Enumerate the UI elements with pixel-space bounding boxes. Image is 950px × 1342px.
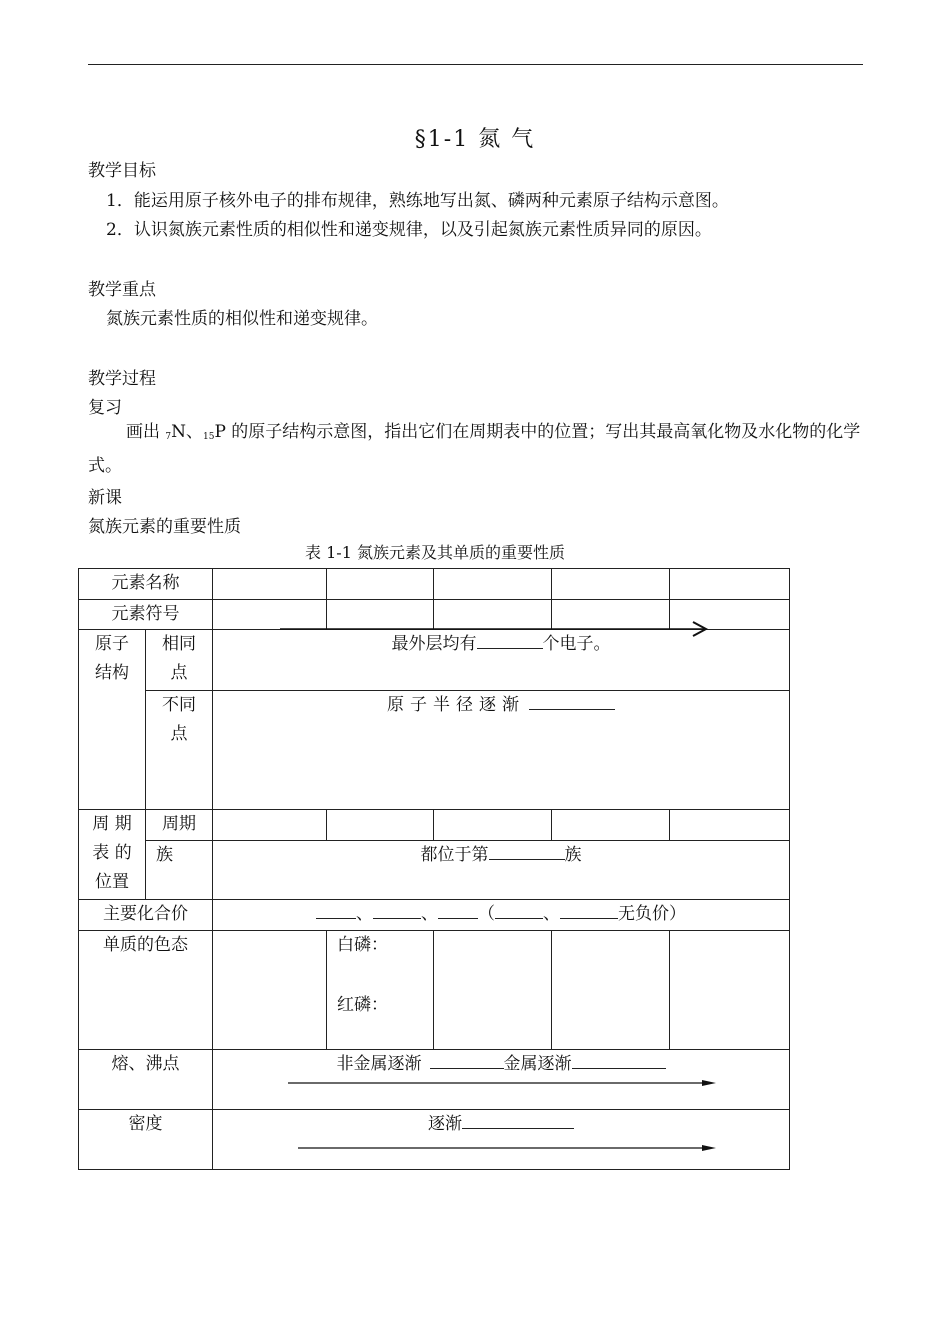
cell-blank xyxy=(552,931,670,1050)
focus-heading: 教学重点 xyxy=(88,280,156,300)
table-caption: 表 1-1 氮族元素及其单质的重要性质 xyxy=(305,543,565,562)
row-label-atom-structure xyxy=(79,630,146,810)
table-row xyxy=(79,810,790,841)
mp-bp-cell xyxy=(213,1050,790,1110)
cell-blank xyxy=(552,569,670,600)
separator: 、 xyxy=(543,904,560,924)
table-row xyxy=(79,841,790,900)
fill-blank[interactable] xyxy=(572,1050,666,1069)
sublabel-period: 周期 xyxy=(146,810,213,841)
white-phosphorus-label: 白磷： xyxy=(337,935,388,955)
cell-blank xyxy=(213,569,327,600)
same-text-b: 个电子。 xyxy=(542,634,611,654)
new-topic: 氮族元素的重要性质 xyxy=(88,517,241,537)
cell-blank xyxy=(327,810,434,841)
fill-blank[interactable] xyxy=(489,841,565,860)
fill-blank[interactable] xyxy=(560,900,618,919)
table-row xyxy=(79,1050,790,1110)
header-rule xyxy=(88,64,863,65)
cell-blank xyxy=(434,931,552,1050)
label-line: 位置 xyxy=(95,872,129,892)
table-row xyxy=(79,600,790,630)
label-line: 相同 xyxy=(162,634,196,654)
mp-text-a: 非金属逐渐 xyxy=(336,1054,422,1074)
fill-blank[interactable] xyxy=(316,900,356,919)
row-label-valence: 主要化合价 xyxy=(79,900,213,931)
mp-text-b: 金属逐渐 xyxy=(503,1054,572,1074)
row-label-symbol: 元素符号 xyxy=(79,600,213,630)
review-n: N、 xyxy=(171,422,204,442)
phosphorus-cell xyxy=(327,931,434,1050)
fill-blank[interactable] xyxy=(373,900,421,919)
cell-blank xyxy=(327,569,434,600)
cell-blank xyxy=(434,569,552,600)
cell-blank xyxy=(213,600,327,630)
group-text-a: 都位于第 xyxy=(420,845,489,865)
label-line: 原子 xyxy=(95,634,129,654)
goal-item-1: 1．能运用原子核外电子的排布规律，熟练地写出氮、磷两种元素原子结构示意图。 xyxy=(106,191,729,211)
diff-point-cell xyxy=(213,691,790,810)
review-pre: 画出 xyxy=(126,422,160,442)
subscript-15: 15 xyxy=(203,432,215,442)
review-heading: 复习 xyxy=(88,398,122,418)
sublabel-group: 族 xyxy=(146,841,213,900)
process-heading: 教学过程 xyxy=(88,369,156,389)
table-row xyxy=(79,1110,790,1170)
label-line: 表 的 xyxy=(92,843,132,863)
row-label-name: 元素名称 xyxy=(79,569,213,600)
cell-blank xyxy=(434,600,552,630)
fill-blank[interactable] xyxy=(529,691,615,710)
focus-text: 氮族元素性质的相似性和递变规律。 xyxy=(106,309,378,329)
table-row xyxy=(79,931,790,1050)
density-text: 逐渐 xyxy=(428,1114,462,1134)
table-row xyxy=(79,569,790,600)
nitrogen-family-table xyxy=(78,568,790,1170)
valence-cell xyxy=(213,900,790,931)
fill-blank[interactable] xyxy=(477,630,543,649)
cell-blank xyxy=(670,810,790,841)
sublabel-diff xyxy=(146,691,213,810)
table-row xyxy=(79,630,790,691)
same-point-cell xyxy=(213,630,790,691)
table-row xyxy=(79,691,790,810)
density-cell xyxy=(213,1110,790,1170)
label-line: 周 期 xyxy=(92,814,132,834)
cell-blank xyxy=(434,810,552,841)
sublabel-same xyxy=(146,630,213,691)
group-cell xyxy=(213,841,790,900)
cell-blank xyxy=(552,810,670,841)
open-paren: （ xyxy=(478,904,495,924)
cell-blank xyxy=(670,931,790,1050)
diff-text: 原子半径逐渐 xyxy=(387,695,525,715)
separator: 、 xyxy=(421,904,438,924)
cell-blank xyxy=(213,931,327,1050)
close-text: 无负价） xyxy=(618,904,686,924)
same-text-a: 最外层均有 xyxy=(391,634,477,654)
goals-heading: 教学目标 xyxy=(88,161,156,181)
table-row xyxy=(79,900,790,931)
fill-blank[interactable] xyxy=(495,900,543,919)
fill-blank[interactable] xyxy=(438,900,478,919)
label-line: 结构 xyxy=(95,663,129,683)
row-label-density: 密度 xyxy=(79,1110,213,1170)
label-line: 点 xyxy=(170,663,188,683)
subscript-7: 7 xyxy=(165,432,172,442)
row-label-color-state: 单质的色态 xyxy=(79,931,213,1050)
separator: 、 xyxy=(356,904,373,924)
new-heading: 新课 xyxy=(88,488,122,508)
cell-blank xyxy=(327,600,434,630)
page-title: §1-1 氮 气 xyxy=(414,127,536,152)
cell-blank xyxy=(552,600,670,630)
review-paragraph xyxy=(88,418,866,481)
row-label-mp-bp: 熔、沸点 xyxy=(79,1050,213,1110)
red-phosphorus-label: 红磷： xyxy=(337,995,388,1015)
label-line: 点 xyxy=(170,724,188,744)
fill-blank[interactable] xyxy=(462,1110,574,1129)
row-label-position xyxy=(79,810,146,900)
group-text-b: 族 xyxy=(564,845,582,865)
fill-blank[interactable] xyxy=(430,1050,504,1069)
label-line: 不同 xyxy=(162,695,196,715)
cell-blank xyxy=(213,810,327,841)
cell-blank xyxy=(670,569,790,600)
review-rest: P 的原子结构示意图，指出它们在周期表中的位置；写出其最高氧化物及水化物的化学式。 xyxy=(88,422,861,476)
goal-item-2: 2．认识氮族元素性质的相似性和递变规律，以及引起氮族元素性质异同的原因。 xyxy=(106,220,712,240)
cell-blank xyxy=(670,600,790,630)
